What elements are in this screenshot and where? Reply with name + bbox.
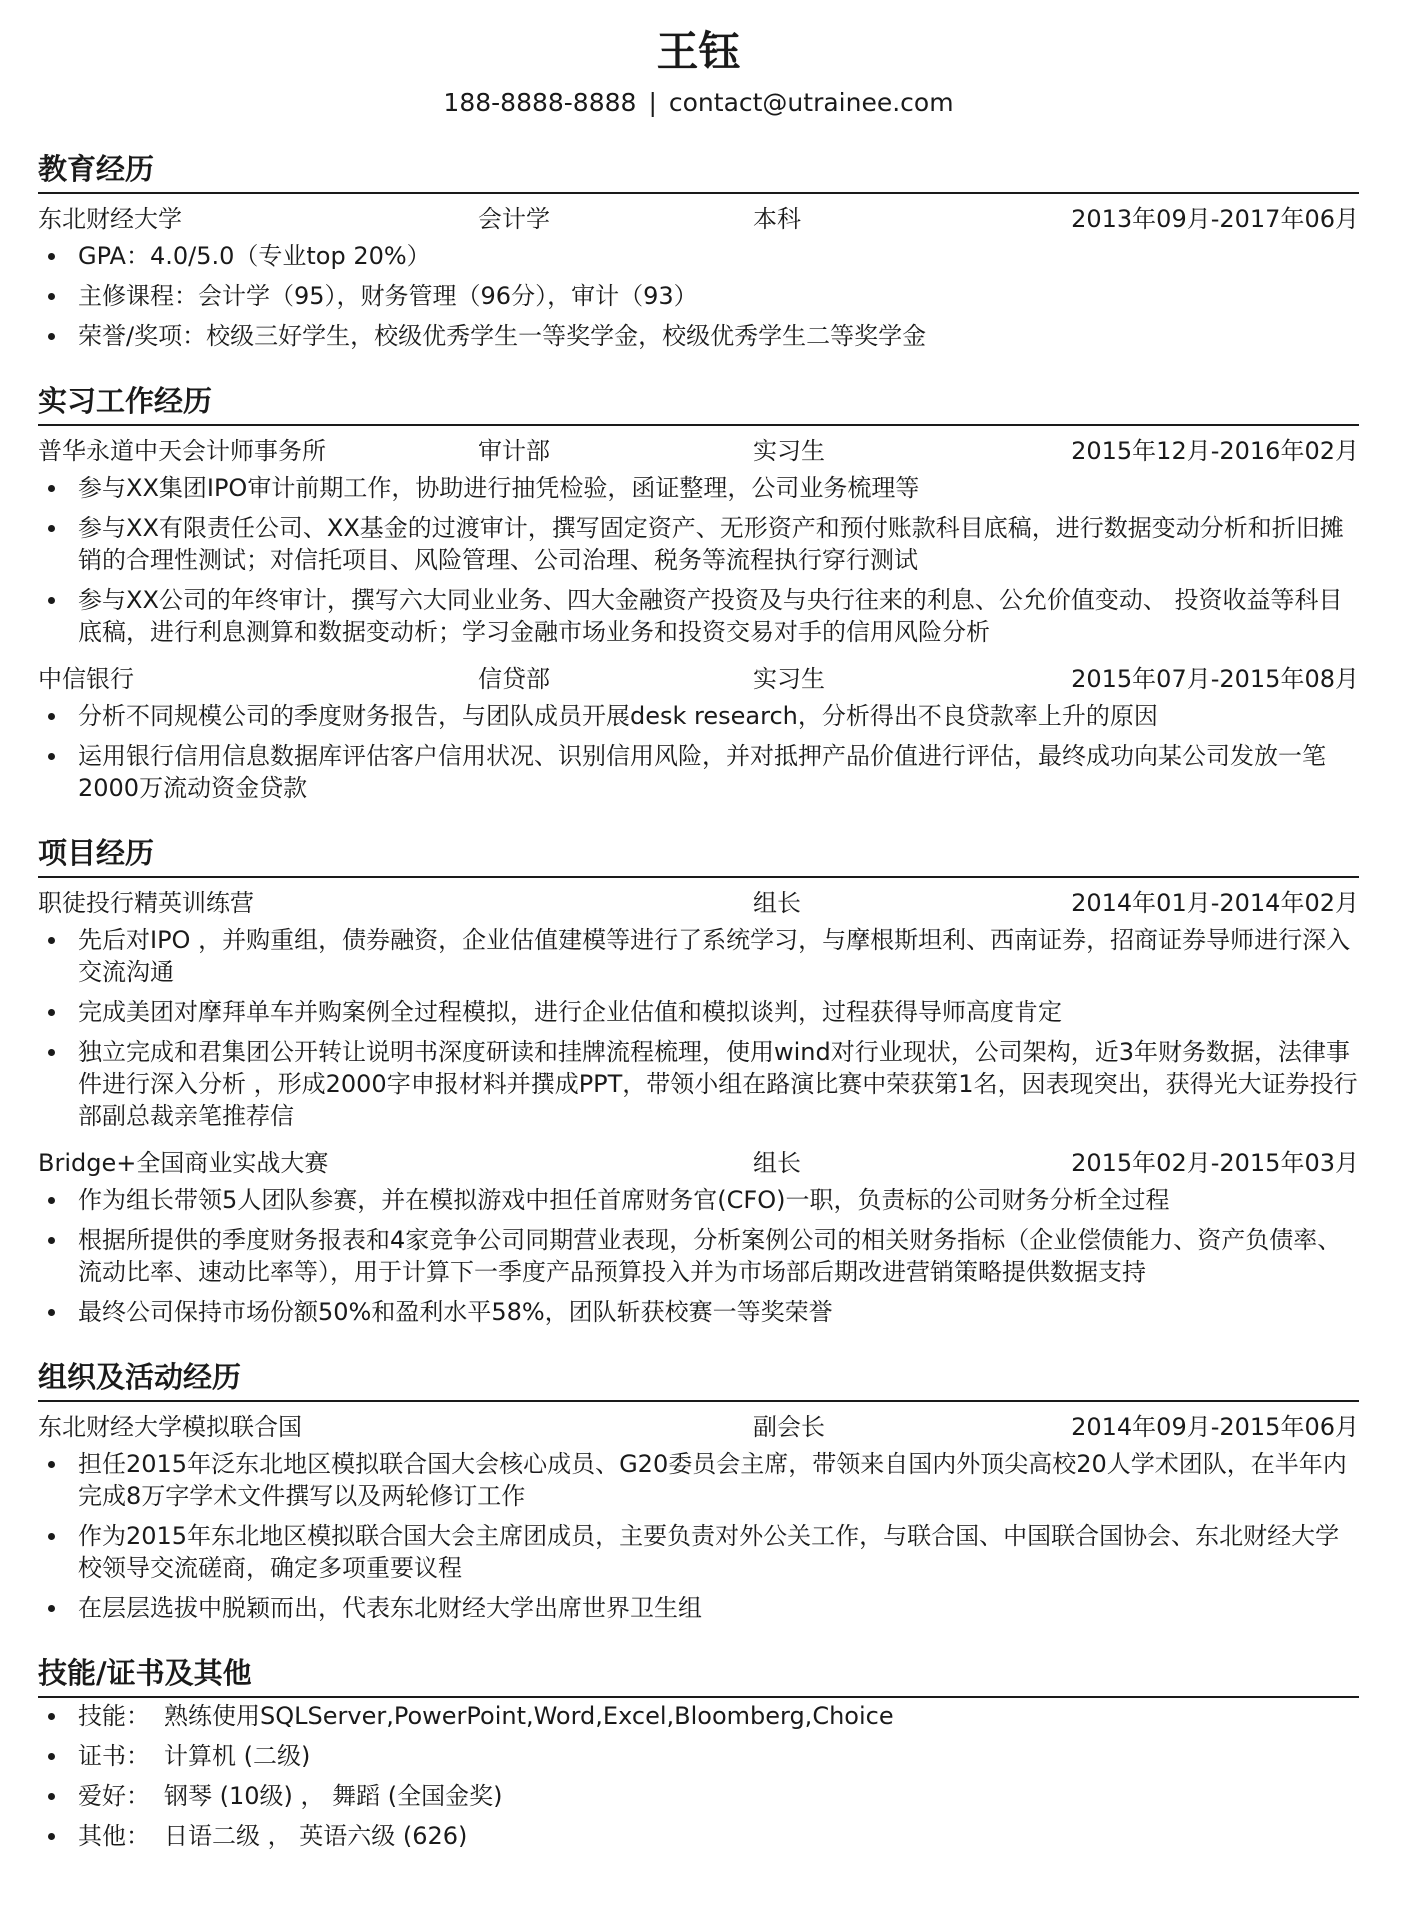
entry-date: 2013年09月-2017年06月 bbox=[1071, 205, 1359, 233]
internship-entry bbox=[38, 432, 1359, 648]
bullet-item: 参与XX公司的年终审计，撰写六大同业业务、四大金融资产投资及与央行往来的利息、公允价值变动、 投资收益等科目底稿，进行利息测算和数据变动析；学习金融市场业务和投资交易对手的信用风险分析 bbox=[38, 584, 1359, 648]
entry-date: 2015年12月-2016年02月 bbox=[1071, 437, 1359, 465]
bullet-item: 荣誉/奖项：校级三好学生，校级优秀学生一等奖学金，校级优秀学生二等奖学金 bbox=[38, 320, 1359, 352]
skill-item bbox=[38, 1820, 1359, 1852]
entry-header bbox=[38, 660, 1359, 698]
entry-role: 组长 bbox=[753, 1149, 801, 1177]
entry-date: 2014年01月-2014年02月 bbox=[1071, 889, 1359, 917]
project-entry bbox=[38, 884, 1359, 1132]
resume-page bbox=[38, 22, 1359, 1852]
entry-header bbox=[38, 200, 1359, 238]
entry-dept: 审计部 bbox=[478, 437, 550, 465]
entry-bullets bbox=[38, 472, 1359, 648]
section-activities bbox=[38, 1358, 1359, 1624]
entry-org: 东北财经大学模拟联合国 bbox=[38, 1413, 302, 1441]
bullet-item: 参与XX集团IPO审计前期工作，协助进行抽凭检验，函证整理，公司业务梳理等 bbox=[38, 472, 1359, 504]
entry-role: 本科 bbox=[753, 205, 801, 233]
entry-org: 东北财经大学 bbox=[38, 205, 182, 233]
internship-entry bbox=[38, 660, 1359, 804]
entry-bullets bbox=[38, 924, 1359, 1132]
bullet-item: 作为2015年东北地区模拟联合国大会主席团成员，主要负责对外公关工作，与联合国、中国联合国协会、东北财经大学校领导交流磋商，确定多项重要议程 bbox=[38, 1520, 1359, 1584]
skill-key: 技能： bbox=[78, 1702, 150, 1730]
entry-date: 2014年09月-2015年06月 bbox=[1071, 1413, 1359, 1441]
activity-entry bbox=[38, 1408, 1359, 1624]
project-entry bbox=[38, 1144, 1359, 1328]
entry-bullets bbox=[38, 1184, 1359, 1328]
bullet-item: 最终公司保持市场份额50%和盈利水平58%，团队斩获校赛一等奖荣誉 bbox=[38, 1296, 1359, 1328]
section-internship bbox=[38, 382, 1359, 804]
entry-org: 普华永道中天会计师事务所 bbox=[38, 437, 326, 465]
email-address: contact@utrainee.com bbox=[668, 88, 954, 117]
education-entry bbox=[38, 200, 1359, 352]
section-title: 教育经历 bbox=[38, 150, 1359, 194]
bullet-item: 完成美团对摩拜单车并购案例全过程模拟，进行企业估值和模拟谈判，过程获得导师高度肯定 bbox=[38, 996, 1359, 1028]
section-projects bbox=[38, 834, 1359, 1328]
bullet-item: 担任2015年泛东北地区模拟联合国大会核心成员、G20委员会主席，带领来自国内外顶尖高校20人学术团队，在半年内完成8万字学术文件撰写以及两轮修订工作 bbox=[38, 1448, 1359, 1512]
skills-list bbox=[38, 1700, 1359, 1852]
entry-header bbox=[38, 1408, 1359, 1446]
bullet-item: 参与XX有限责任公司、XX基金的过渡审计，撰写固定资产、无形资产和预付账款科目底稿，进行数据变动分析和折旧摊销的合理性测试；对信托项目、风险管理、公司治理、税务等流程执行穿行测试 bbox=[38, 512, 1359, 576]
skill-value: 钢琴 (10级) ， 舞蹈 (全国金奖) bbox=[164, 1782, 503, 1810]
entry-role: 组长 bbox=[753, 889, 801, 917]
entry-header bbox=[38, 432, 1359, 470]
entry-org: Bridge+全国商业实战大赛 bbox=[38, 1149, 329, 1177]
bullet-item: GPA：4.0/5.0（专业top 20%） bbox=[38, 240, 1359, 272]
contact-separator: | bbox=[648, 88, 657, 117]
entry-header bbox=[38, 1144, 1359, 1182]
skill-value: 日语二级 ， 英语六级 (626) bbox=[164, 1822, 468, 1850]
entry-bullets bbox=[38, 700, 1359, 804]
section-title: 实习工作经历 bbox=[38, 382, 1359, 426]
skill-value: 计算机 (二级) bbox=[164, 1742, 311, 1770]
entry-role: 实习生 bbox=[753, 665, 825, 693]
candidate-name: 王钰 bbox=[656, 27, 741, 76]
bullet-item: 作为组长带领5人团队参赛，并在模拟游戏中担任首席财务官(CFO)一职，负责标的公司财务分析全过程 bbox=[38, 1184, 1359, 1216]
skill-item bbox=[38, 1700, 1359, 1732]
skill-key: 证书： bbox=[78, 1742, 150, 1770]
bullet-item: 分析不同规模公司的季度财务报告，与团队成员开展desk research，分析得出不良贷款率上升的原因 bbox=[38, 700, 1359, 732]
phone-number: 188-8888-8888 bbox=[443, 88, 637, 117]
skill-item bbox=[38, 1740, 1359, 1772]
bullet-item: 根据所提供的季度财务报表和4家竞争公司同期营业表现，分析案例公司的相关财务指标（企业偿债能力、资产负债率、流动比率、速动比率等），用于计算下一季度产品预算投入并为市场部后期改进营销策略提供数据支持 bbox=[38, 1224, 1359, 1288]
entry-bullets bbox=[38, 240, 1359, 352]
section-title: 技能/证书及其他 bbox=[38, 1654, 1359, 1698]
entry-dept: 会计学 bbox=[478, 205, 550, 233]
section-title: 项目经历 bbox=[38, 834, 1359, 878]
bullet-item: 独立完成和君集团公开转让说明书深度研读和挂牌流程梳理，使用wind对行业现状，公司架构，近3年财务数据，法律事件进行深入分析 ，形成2000字申报材料并撰成PPT，带领小组在路演比赛中荣获第1名，因表现突出，获得光大证券投行部副总裁亲笔推荐信 bbox=[38, 1036, 1359, 1132]
bullet-item: 主修课程：会计学（95），财务管理（96分），审计（93） bbox=[38, 280, 1359, 312]
bullet-item: 运用银行信用信息数据库评估客户信用状况、识别信用风险，并对抵押产品价值进行评估，最终成功向某公司发放一笔2000万流动资金贷款 bbox=[38, 740, 1359, 804]
bullet-item: 在层层选拔中脱颖而出，代表东北财经大学出席世界卫生组 bbox=[38, 1592, 1359, 1624]
contact-line bbox=[38, 86, 1359, 120]
skill-key: 爱好： bbox=[78, 1782, 150, 1810]
skill-item bbox=[38, 1780, 1359, 1812]
entry-date: 2015年07月-2015年08月 bbox=[1071, 665, 1359, 693]
entry-role: 副会长 bbox=[753, 1413, 825, 1441]
bullet-item: 先后对IPO ，并购重组，债券融资，企业估值建模等进行了系统学习，与摩根斯坦利、西南证券，招商证券导师进行深入交流沟通 bbox=[38, 924, 1359, 988]
entry-date: 2015年02月-2015年03月 bbox=[1071, 1149, 1359, 1177]
skill-key: 其他： bbox=[78, 1822, 150, 1850]
entry-dept: 信贷部 bbox=[478, 665, 550, 693]
entry-role: 实习生 bbox=[753, 437, 825, 465]
section-education bbox=[38, 150, 1359, 352]
section-title: 组织及活动经历 bbox=[38, 1358, 1359, 1402]
skill-value: 熟练使用SQLServer,PowerPoint,Word,Excel,Bloomberg,Choice bbox=[164, 1702, 894, 1730]
entry-org: 中信银行 bbox=[38, 665, 134, 693]
entry-bullets bbox=[38, 1448, 1359, 1624]
section-skills bbox=[38, 1654, 1359, 1852]
entry-header bbox=[38, 884, 1359, 922]
entry-org: 职徒投行精英训练营 bbox=[38, 889, 254, 917]
